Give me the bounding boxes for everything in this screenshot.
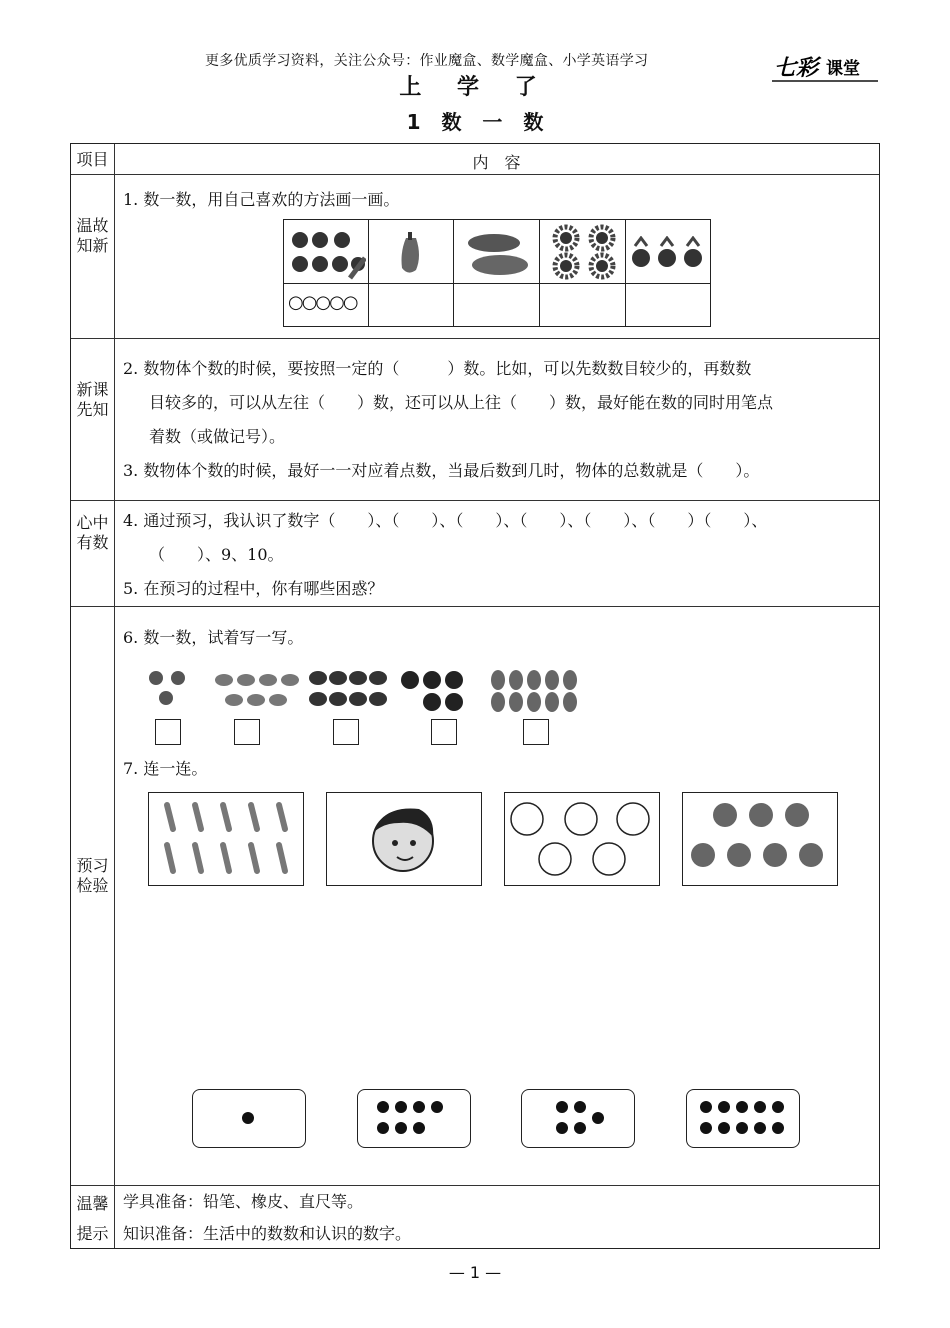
roses-image [683, 793, 835, 883]
question-2-line1: 2. 数物体个数的时候，要按照一定的（ ）数。比如，可以先数数目较少的，再数数 [123, 359, 752, 378]
question-5: 5. 在预习的过程中，你有哪些困惑？ [123, 579, 384, 598]
sunflowers-image [548, 224, 622, 280]
tip-knowledge: 知识准备：生活中的数数和认识的数字。 [123, 1224, 412, 1243]
header-item: 项目 [76, 150, 109, 169]
answer-box[interactable] [333, 719, 359, 745]
question-4-line2: （ ）、9、10。 [149, 545, 284, 564]
row-divider [71, 500, 879, 501]
question-6: 6. 数一数，试着写一写。 [123, 628, 304, 647]
row-divider [71, 606, 879, 607]
example-circles: ○○○○○ [288, 292, 357, 313]
count-draw-table [283, 219, 711, 327]
feathers-image [149, 793, 301, 883]
svg-text:七彩: 七彩 [774, 55, 819, 81]
boy-face-image [327, 793, 479, 883]
row-divider [71, 338, 879, 339]
circles-image [505, 793, 657, 883]
section-label-check: 预习检验 [76, 856, 109, 895]
unit-title: 上 学 了 [399, 75, 551, 100]
answer-box[interactable] [523, 719, 549, 745]
picture-card-circles[interactable] [504, 792, 660, 886]
question-4-line1: 4. 通过预习，我认识了数字（ ）、（ ）、（ ）、（ ）、（ ）、（ ）（ ）、 [123, 511, 768, 530]
row-divider [71, 174, 879, 175]
section-label-review: 温故知新 [76, 216, 109, 255]
section-label-tips: 温馨提示 [76, 1194, 109, 1243]
dots-image [358, 1090, 468, 1145]
page-number: — 1 — [448, 1263, 502, 1282]
count-objects-row [146, 666, 586, 712]
cucumbers-image [462, 228, 532, 280]
section-label-mind: 心中有数 [76, 513, 109, 552]
column-divider [114, 144, 115, 1248]
answer-box[interactable] [431, 719, 457, 745]
dots-image [687, 1090, 797, 1145]
dice-card-10[interactable] [686, 1089, 800, 1148]
dots-image [522, 1090, 632, 1145]
picture-card-roses[interactable] [682, 792, 838, 886]
worksheet-table [70, 143, 880, 1249]
dots-image [193, 1090, 303, 1145]
tip-tools: 学具准备：铅笔、橡皮、直尺等。 [123, 1192, 364, 1211]
question-3: 3. 数物体个数的时候，最好一一对应着点数，当最后数到几时，物体的总数就是（ ）。 [123, 461, 760, 480]
dice-card-5[interactable] [521, 1089, 635, 1148]
question-2-line2: 目较多的，可以从左往（ ）数，还可以从上往（ ）数，最好能在数的同时用笔点 [149, 393, 774, 412]
header-content: 内 容 [472, 153, 521, 172]
pepper-image [396, 232, 426, 278]
lesson-title: 1 数 一 数 [406, 110, 544, 134]
radishes-image [629, 236, 711, 272]
picture-card-boy[interactable] [326, 792, 482, 886]
picture-card-feathers[interactable] [148, 792, 304, 886]
answer-box[interactable] [234, 719, 260, 745]
question-2-line3: 着数（或做记号）。 [149, 427, 286, 446]
section-label-new: 新课先知 [76, 380, 109, 419]
question-7: 7. 连一连。 [123, 759, 208, 778]
question-1: 1. 数一数，用自己喜欢的方法画一画。 [123, 190, 400, 209]
svg-text:课堂: 课堂 [826, 59, 860, 79]
dice-card-7[interactable] [357, 1089, 471, 1148]
header-note: 更多优质学习资料，关注公众号：作业魔盒、数学魔盒、小学英语学习 [205, 53, 649, 69]
answer-box[interactable] [155, 719, 181, 745]
dice-card-1[interactable] [192, 1089, 306, 1148]
tomatoes-image [288, 226, 366, 280]
